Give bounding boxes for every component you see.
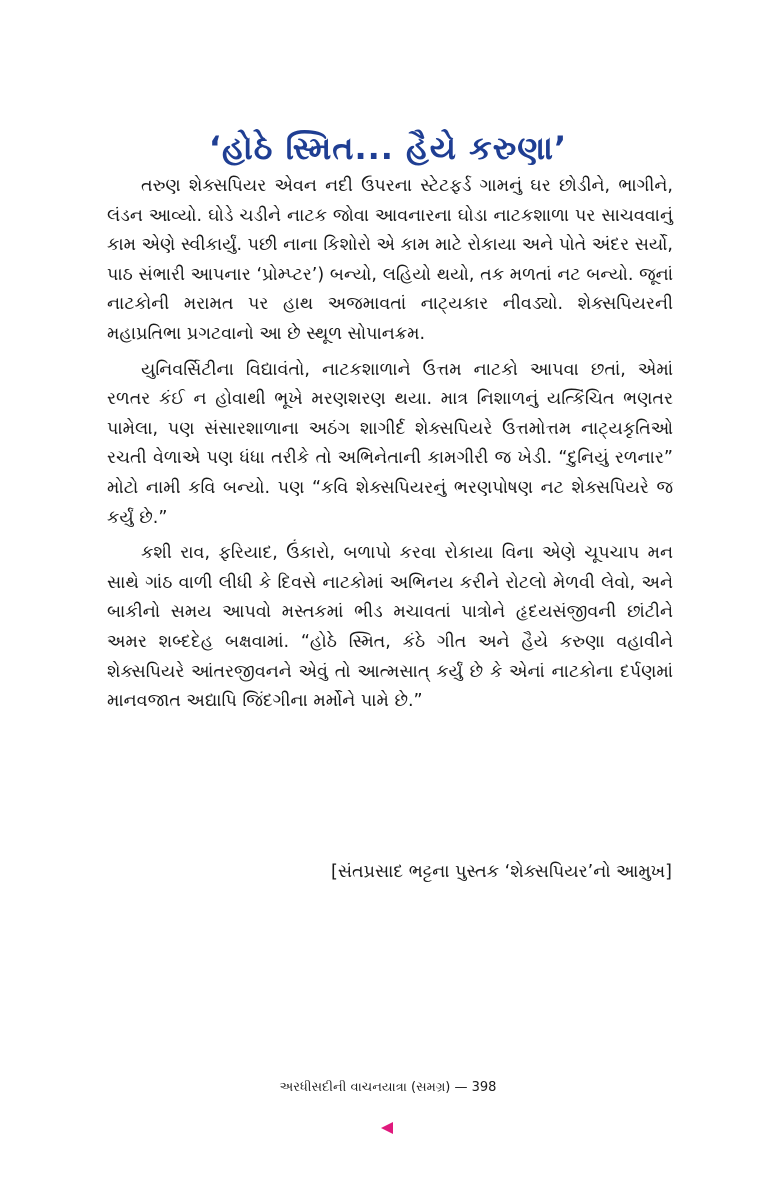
paragraph-2: યુનિવર્સિટીના વિદ્યાવંતો, નાટકશાળાને ઉત્તમ નાટકો આપવા છતાં, એમાં રળતર કંઈ ન હોવાથી ભૂખે મરણશરણ થયા. માત્ર નિશાળનું યત્કિંચિત ભણતર પામેલા, પણ સંસારશાળાના અઠંગ શાગીર્દ શેક્સપિયરે ઉત્તમોત્તમ નાટ્યકૃતિઓ રચતી વેળાએ પણ ધંધા તરીકે તો અભિનેતાની કામગીરી જ ખેડી. “દુનિયું રળનાર” મોટો નામી કવિ બન્યો. પણ “કવિ શેક્સપિયરનું ભરણપોષણ નટ શેક્સપિયરે જ કર્યું છે.” [107,359,673,528]
footer-book-title: અરધીસદીની વાચનયાત્રા (સમગ્ર) [279,1080,451,1095]
article-body [107,172,673,723]
source-citation: [સંતપ્રસાદ ભટ્ટના પુસ્તક ‘શેક્સપિયર’નો આમુખ] [331,862,672,882]
footer-page-number: 398 [471,1080,497,1095]
paragraph-3: કશી રાવ, ફરિયાદ, ઉંકારો, બળાપો કરવા રોકાયા વિના એણે ચૂપચાપ મન સાથે ગાંઠ વાળી લીધી કે દિવસે નાટકોમાં અભિનય કરીને રોટલો મેળવી લેવો, અને બાકીનો સમય આપવો મસ્તકમાં ભીડ મચાવતાં પાત્રોને હૃદયસંજીવની છાંટીને અમર શબ્દદેહ બક્ષવામાં. “હોઠે સ્મિત, કંઠે ગીત અને હૈયે કરુણા વહાવીને શેક્સપિયરે આંતરજીવનને એવું તો આત્મસાત્ કર્યું છે કે એનાં નાટકોના દર્પણમાં માનવજાત અદ્યાપિ જિંદગીના મર્મોને પામે છે.” [107,543,673,712]
paragraph-1: તરુણ શેક્સપિયર એવન નદી ઉપરના સ્ટેટફર્ડ ગામનું ઘર છોડીને, ભાગીને, લંડન આવ્યો. ઘોડે ચડીને નાટક જોવા આવનારના ઘોડા નાટકશાળા પર સાચવવાનું કામ એણે સ્વીકાર્યું. પછી નાના કિશોરો એ કામ માટે રોકાયા અને પોતે અંદર સર્યો, પાઠ સંભારી આપનાર ‘પ્રોમ્પ્ટર’) બન્યો, લહિયો થયો, તક મળતાં નટ બન્યો. જૂનાં નાટકોની મરામત પર હાથ અજમાવતાં નાટ્યકાર નીવડ્યો. શેક્સપિયરની મહાપ્રતિભા પ્રગટવાનો આ છે સ્થૂળ સોપાનક્રમ. [107,176,673,344]
article-title: ‘હોઠે સ્મિત... હૈયે કરુણા’ [208,129,568,168]
page-footer [0,1080,776,1095]
footer-separator: — [450,1080,472,1095]
previous-page-arrow-icon[interactable] [381,1122,393,1134]
